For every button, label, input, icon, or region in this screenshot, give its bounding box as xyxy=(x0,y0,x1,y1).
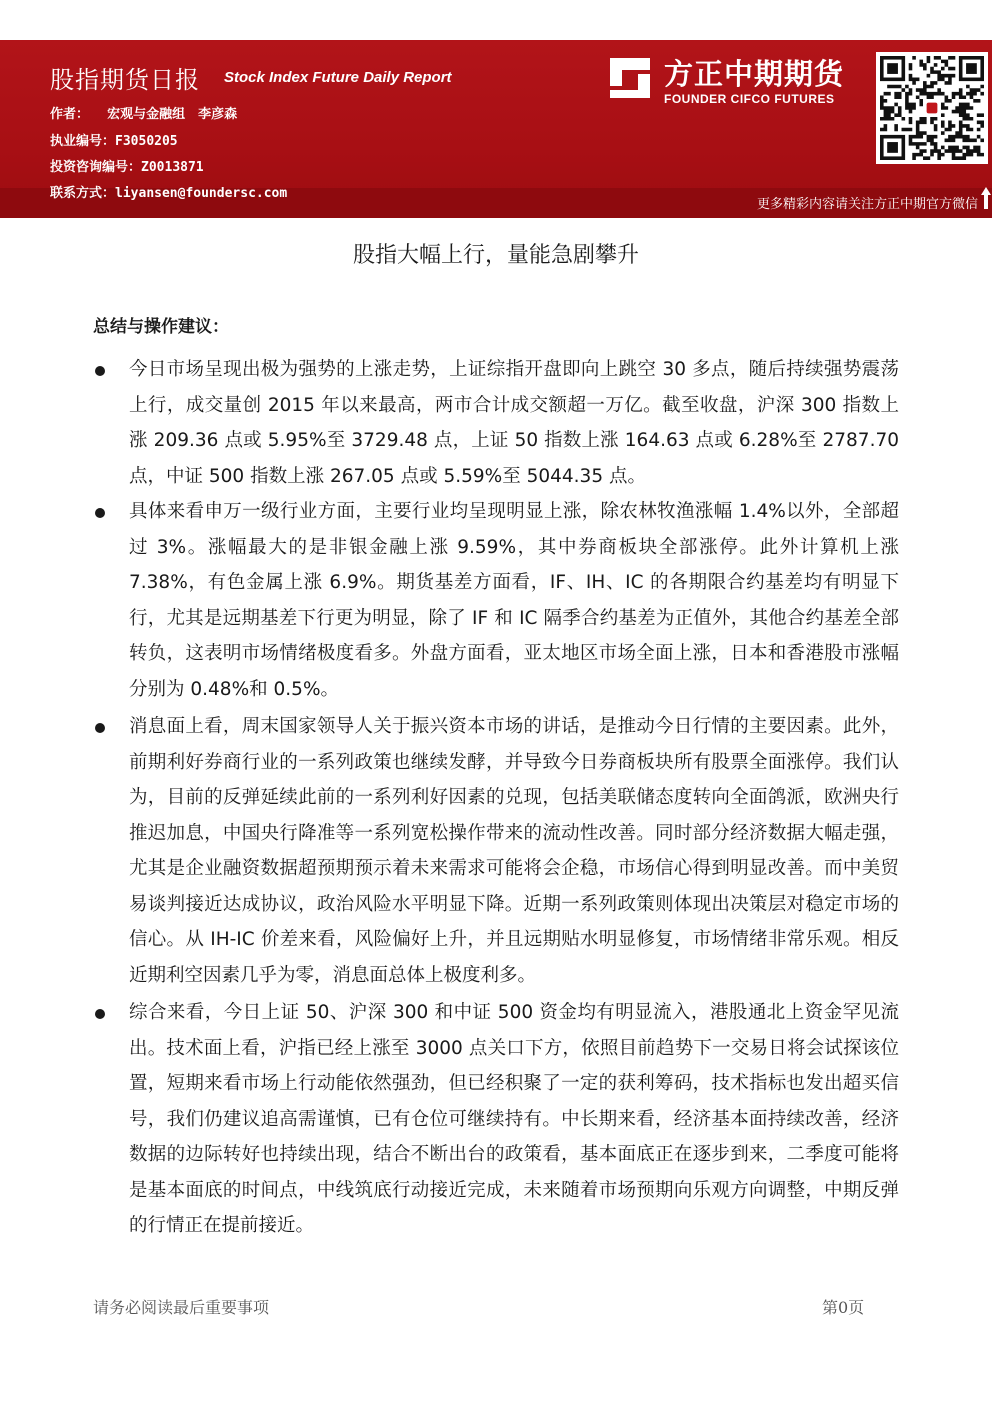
author-line xyxy=(50,103,237,122)
bullet-text: 综合来看，今日上证 50、沪深 300 和中证 500 资金均有明显流入，港股通北上资金罕见流出。技术面上看，沪指已经上涨至 3000 点关口下方，依照目前趋势下一交易日将会试探该位置，短期来看市场上行动能依然强劲，但已经积聚了一定的获利筹码，技术指标也发出超买信号，我们仍建议追高需谨慎，已有仓位可继续持有。中长期来看，经济基本面持续改善，经济数据的边际转好也持续出现，结合不断出台的政策看，基本面底正在逐步到来，二季度可能将是基本面底的时间点，中线筑底行动接近完成，未来随着市场预期向乐观方向调整，中期反弹的行情正在提前接近。 xyxy=(129,1002,899,1236)
bullet-text: 具体来看申万一级行业方面，主要行业均呈现明显上涨，除农林牧渔涨幅 1.4%以外，全部超过 3%。涨幅最大的是非银金融上涨 9.59%，其中券商板块全部涨停。此外计算机上涨 7.38%，有色金属上涨 6.9%。期货基差方面看，IF、IH、IC 的各期限合约基差均有明显下行，尤其是远期基差下行更为明显，除了 IF 和 IC 隔季合约基差为正值外，其他合约基差全部转负，这表明市场情绪极度看多。外盘方面看，亚太地区市场全面上涨，日本和香港股市涨幅分别为 0.48%和 0.5%。 xyxy=(129,501,899,700)
arrow-up-icon xyxy=(980,186,992,210)
advisory-label: 投资咨询编号： xyxy=(50,160,142,175)
advisory-line xyxy=(50,156,204,175)
bullet-dot-icon xyxy=(95,366,105,376)
logo-name-cn: 方正中期期货 xyxy=(664,57,845,91)
bullet-text: 今日市场呈现出极为强势的上涨走势，上证综指开盘即向上跳空 30 多点，随后持续强势震荡上行，成交量创 2015 年以来最高，两市合计成交额超一万亿。截至收盘，沪深 300 指数上涨 209.36 点或 5.95%至 3729.48 点，上证 50 指数上涨 164.63 点或 6.28%至 2787.70 点，中证 500 指数上涨 267.05 点或 5.59%至 5044.35 点。 xyxy=(129,359,899,487)
report-header xyxy=(0,40,992,218)
bullet-dot-icon xyxy=(95,723,105,733)
qr-code-icon xyxy=(876,52,988,164)
advisory-value: Z0013871 xyxy=(141,160,204,175)
document-title: 股指大幅上行，量能急剧攀升 xyxy=(352,243,639,268)
author-label: 作者： xyxy=(50,107,90,122)
license-label: 执业编号： xyxy=(50,134,116,149)
footer-notice: 请务必阅读最后重要事项 xyxy=(93,1298,270,1317)
follow-wechat-text: 更多精彩内容请关注方正中期官方微信 xyxy=(756,197,978,212)
wechat-qr-code xyxy=(876,52,988,164)
bullet-dot-icon xyxy=(95,508,105,518)
contact-email: liyansen@foundersc.com xyxy=(115,186,288,201)
logo-name-en: FOUNDER CIFCO FUTURES xyxy=(664,92,835,106)
author-value: 宏观与金融组 李彦森 xyxy=(107,107,238,122)
contact-line xyxy=(50,182,287,201)
license-value: F3050205 xyxy=(115,134,178,149)
company-logo xyxy=(606,52,866,112)
license-line xyxy=(50,130,178,149)
report-title: 股指期货日报 xyxy=(50,66,200,94)
report-title-en: Stock Index Future Daily Report xyxy=(224,69,452,86)
section-heading: 总结与操作建议： xyxy=(93,317,229,337)
founder-logo-icon xyxy=(606,54,654,102)
bullet-dot-icon xyxy=(95,1009,105,1019)
page-number: 第0页 xyxy=(822,1298,865,1317)
contact-label: 联系方式： xyxy=(50,186,116,201)
bullet-text: 消息面上看，周末国家领导人关于振兴资本市场的讲话，是推动今日行情的主要因素。此外，前期利好券商行业的一系列政策也继续发酵，并导致今日券商板块所有股票全面涨停。我们认为，目前的反弹延续此前的一系列利好因素的兑现，包括美联储态度转向全面鸽派，欧洲央行推迟加息，中国央行降准等一系列宽松操作带来的流动性改善。同时部分经济数据大幅走强，尤其是企业融资数据超预期预示着未来需求可能将会企稳，市场信心得到明显改善。而中美贸易谈判接近达成协议，政治风险水平明显下降。近期一系列政策则体现出决策层对稳定市场的信心。从 IH-IC 价差来看，风险偏好上升，并且远期贴水明显修复，市场情绪非常乐观。相反近期利空因素几乎为零，消息面总体上极度利多。 xyxy=(129,716,899,986)
